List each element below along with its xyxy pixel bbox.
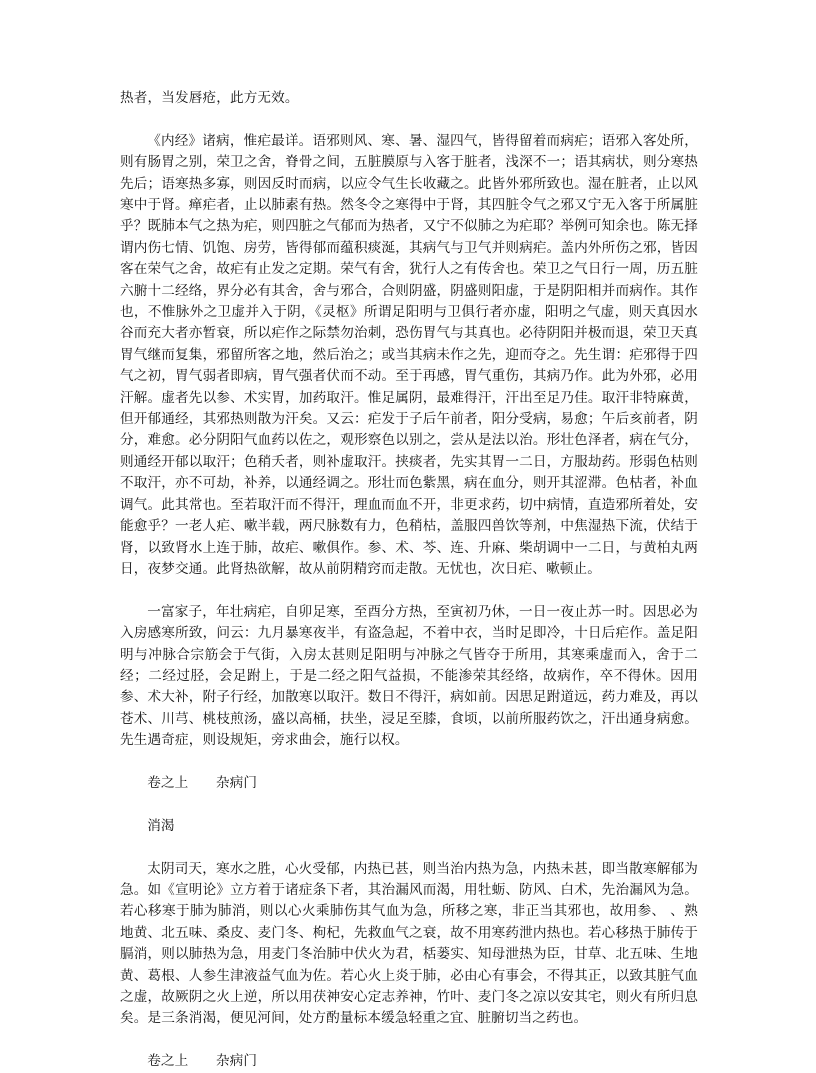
section-heading-volume: 卷之上 杂病门 bbox=[147, 774, 258, 791]
paragraph-gap bbox=[120, 752, 698, 773]
paragraph-xiao-ke: 太阴司天，寒水之胜，心火受郁，内热已甚，则当治内热为急，内热未甚，即当散寒解郁为急。如《宣明论》立方着于诸症条下者，其治漏风而渴，用牡蛎、防风、白术，先治漏风为急。若心移寒于肺为肺消，则以心火乘肺伤其气血为急，所移之寒，非正当其邪也，故用参、 、熟地黄、北五味、桑皮、麦门冬、枸杞，先救血气之衰，故不用寒药泄内热也。若心移热于肺传于膈消，则以肺热为急，用麦门冬治肺中伏火为君，栝蒌实、知母泄热为臣，甘草、北五味、生地黄、葛根、人参生津液益气血为佐。若心火上炎于肺，必由心有事会，不得其正，以致其脏气血之虚，故厥阴之火上逆，所以用茯神安心定志养神，竹叶、麦门冬之凉以安其宅，则火有所归息矣。是三条消渴，便见河间，处方酌量标本缓急轻重之宜、脏腑切当之药也。 bbox=[120, 860, 698, 1027]
paragraph-continuation: 热者，当发唇疮，此方无效。 bbox=[120, 90, 299, 106]
section-heading-volume-repeat: 卷之上 杂病门 bbox=[147, 1053, 258, 1070]
paragraph-gap bbox=[120, 794, 698, 815]
paragraph-nei-jing: 《内经》诸病，惟疟最详。语邪则风、寒、暑、湿四气，皆得留着而病疟；语邪入客处所，则有肠胃之别，荣卫之舍，脊骨之间，五脏膜原与入客于脏者，浅深不一；语其病状，则分寒热先后；语寒热多寡，则因反时而病，以应令气生长收藏之。此皆外邪所致也。湿在脏者，止以风寒中于肾。瘅疟者，止以肺素有热。然冬令之寒得中于肾，其四脏令气之邪又宁无入客于所属脏乎？既肺本气之热为疟，则四脏之气郁而为热者，又宁不似肺之为疟耶？举例可知余也。陈无择谓内伤七情、饥饱、房劳，皆得郁而蕴积痰涎，其病气与卫气并则病疟。盖内外所伤之邪，皆因客在荣气之舍，故疟有止发之定期。荣气有舍，犹行人之有传舍也。荣卫之气日行一周，历五脏六腑十二经络，界分必有其舍，舍与邪合，合则阴盛，阴盛则阳虚，于是阴阳相并而病作。其作也，不惟脉外之卫虚并入于阴，《灵枢》所谓足阳明与卫俱行者亦虚，阳明之气虚，则天真因水谷而充大者亦暂衰，所以疟作之际禁勿治刺，恐伤胃气与其真也。必待阴阳并极而退，荣卫天真胃气继而复集，邪留所客之地，然后治之；或当其病未作之先，迎而夺之。先生谓：疟邪得于四气之初，胃气弱者即病，胃气强者伏而不动。至于再感，胃气重伤，其病乃作。此为外邪，必用汗解。虚者先以参、术实胃，加药取汗。惟足属阴，最难得汗，汗出至足乃佳。取汗非特麻黄，但开郁通经，其邪热则散为汗矣。又云：疟发于子后午前者，阳分受病，易愈；午后亥前者，阴分，难愈。必分阴阳气血药以佐之，观形察色以别之，尝从是法以治。形壮色泽者，病在气分，则通经开郁以取汗；色稍夭者，则补虚取汗。挟痰者，先实其胃一二日，方服劫药。形弱色枯则不取汗，亦不可劫，补养，以通经调之。形壮而色紫黑，病在血分，则开其涩滞。色枯者，补血调气。此其常也。至若取汗而不得汗，理血而血不开，非更求药，切中病情，直造邪所着处，安能愈乎？一老人疟、嗽半载，两尺脉数有力，色稍枯，盖服四兽饮等剂，中焦湿热下流，伏结于肾，以致肾水上连于肺，故疟、嗽俱作。参、术、芩、连、升麻、柴胡调中一二日，与黄柏丸两日，夜梦交通。此肾热欲解，故从前阴精窍而走散。无忧也，次日疟、嗽顿止。 bbox=[120, 132, 698, 577]
paragraph-gap bbox=[120, 1030, 698, 1051]
paragraph-gap bbox=[120, 580, 698, 601]
paragraph-rich-youth-case: 一富家子，年壮病疟，自卯足寒，至酉分方热，至寅初乃休，一日一夜止苏一时。因思必为入房感寒所致，问云：九月暴寒夜半，有盗急起，不着中衣，当时足即冷，十日后疟作。盖足阳明与冲脉合宗筋会于气街，入房太甚则足阳明与冲脉之气皆夺于所用，其寒乘虚而入，舍于二经；二经过胫，会足跗上，于是二经之阳气益损，不能渗荣其经络，故病作，卒不得休。因用参、术大补，附子行经，加散寒以取汗。数日不得汗，病如前。因思足跗道远，药力难及，再以苍术、川芎、桃枝煎汤，盛以高桶，扶坐，浸足至膝，食顷，以前所服药饮之，汗出通身病愈。先生遇奇症，则设规矩，旁求曲会，施行以权。 bbox=[120, 603, 698, 749]
document-page bbox=[120, 88, 698, 1073]
paragraph-gap bbox=[120, 109, 698, 130]
paragraph-gap bbox=[120, 837, 698, 858]
section-heading-xiao-ke: 消渴 bbox=[147, 817, 175, 834]
